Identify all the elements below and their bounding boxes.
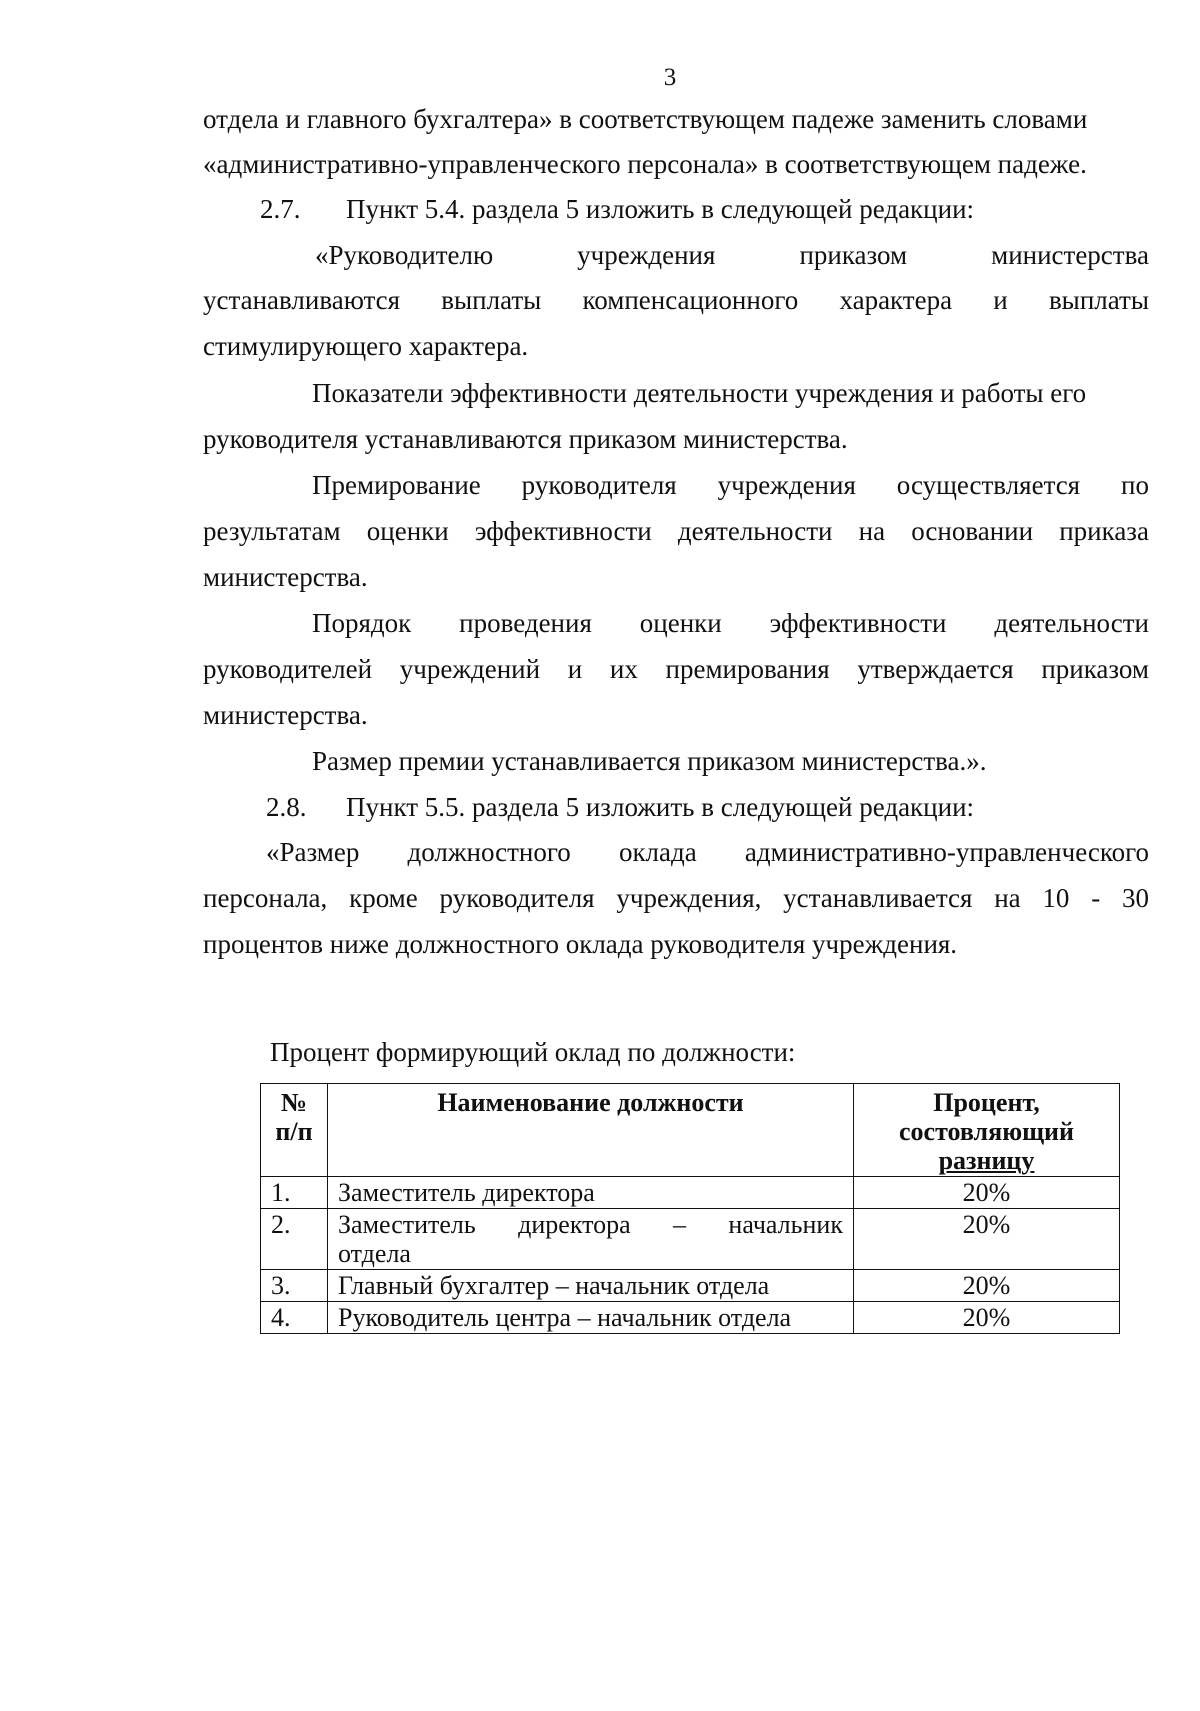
item-number: 2.7.	[260, 194, 301, 224]
quote-line	[203, 883, 1149, 913]
row-position: Заместитель директора	[328, 1177, 854, 1209]
word: учреждения	[577, 240, 716, 270]
word: «Размер	[266, 837, 360, 867]
word: –	[673, 1210, 687, 1239]
word: должностного	[407, 837, 571, 867]
word: руководителей	[203, 654, 373, 684]
word: на	[858, 516, 886, 546]
word: 10	[1042, 883, 1070, 913]
word: устанавливаются	[203, 285, 401, 315]
word: кроме	[349, 883, 418, 913]
table-row	[261, 1270, 1120, 1302]
word: утверждается	[857, 654, 1014, 684]
word: Заместитель	[338, 1210, 476, 1239]
word: компенсационного	[582, 285, 799, 315]
header-number	[261, 1084, 328, 1177]
table-caption: Процент формирующий оклад по должности:	[270, 1037, 796, 1067]
word: приказа	[1059, 516, 1149, 546]
table-header-row	[261, 1084, 1120, 1177]
word: Премирование	[312, 470, 481, 500]
word: осуществляется	[896, 470, 1081, 500]
item-2-8	[266, 792, 974, 822]
word: приказом	[799, 240, 908, 270]
row-number: 1.	[261, 1177, 328, 1209]
word: оценки	[639, 608, 722, 638]
word: эффективности	[474, 516, 652, 546]
item-text: Пункт 5.5. раздела 5 изложить в следующей редакции:	[346, 792, 975, 822]
header-percent-line: разницу	[938, 1146, 1035, 1175]
word: выплаты	[1048, 285, 1149, 315]
word: 30	[1121, 883, 1149, 913]
page-number: 3	[663, 64, 677, 91]
paragraph-line: «административно-управленческого персонала» в соответствующем падеже.	[203, 149, 1087, 179]
word: начальник	[728, 1210, 843, 1239]
item-number: 2.8.	[266, 792, 307, 822]
row-number: 3.	[261, 1270, 328, 1302]
word: Порядок	[312, 608, 412, 638]
item-text: Пункт 5.4. раздела 5 изложить в следующей редакции:	[346, 194, 975, 224]
word: основании	[911, 516, 1034, 546]
word: персонала,	[203, 883, 328, 913]
table-row	[261, 1177, 1120, 1209]
word: устанавливается	[783, 883, 973, 913]
quote-line	[203, 516, 1149, 546]
word: учреждений	[399, 654, 541, 684]
quote-line	[312, 470, 1149, 500]
quote-line	[203, 654, 1149, 684]
word: руководителя	[521, 470, 677, 500]
quote-line: руководителя устанавливаются приказом министерства.	[203, 424, 848, 454]
positions-table	[260, 1083, 1120, 1334]
word: выплаты	[441, 285, 542, 315]
quote-line	[266, 837, 1149, 867]
word: проведения	[459, 608, 592, 638]
row-percent: 20%	[854, 1209, 1120, 1270]
word: приказом	[1041, 654, 1149, 684]
header-number-symbol: №	[280, 1088, 308, 1117]
quote-line: процентов ниже должностного оклада руководителя учреждения.	[203, 929, 958, 959]
word: премирования	[665, 654, 830, 684]
header-percent	[854, 1084, 1120, 1177]
header-percent-line: состовляющий	[899, 1117, 1074, 1146]
word: деятельности	[677, 516, 833, 546]
word: и	[993, 285, 1008, 315]
row-number: 4.	[261, 1302, 328, 1334]
word: министерства	[991, 240, 1149, 270]
header-position-name: Наименование должности	[328, 1084, 854, 1177]
word: -	[1091, 883, 1101, 913]
word: оклада	[618, 837, 697, 867]
word: «Руководителю	[315, 240, 494, 270]
row-percent: 20%	[854, 1177, 1120, 1209]
row-position: Руководитель центра – начальник отдела	[328, 1302, 854, 1334]
word: учреждения,	[616, 883, 762, 913]
row-position-line: отдела	[338, 1239, 411, 1268]
word: и	[567, 654, 583, 684]
header-percent-line: Процент,	[933, 1088, 1040, 1117]
table-row	[261, 1209, 1120, 1270]
word: учреждения	[717, 470, 856, 500]
quote-line: Размер премии устанавливается приказом министерства.».	[312, 746, 987, 776]
word: оценки	[366, 516, 449, 546]
quote-line	[312, 608, 1149, 638]
item-2-7	[260, 194, 974, 224]
quote-line	[315, 240, 1149, 270]
word: административно-управленческого	[744, 837, 1149, 867]
quote-line: министерства.	[203, 700, 368, 730]
row-position-line	[338, 1210, 843, 1239]
word: по	[1121, 470, 1149, 500]
quote-line: стимулирующего характера.	[203, 331, 529, 361]
word: деятельности	[994, 608, 1149, 638]
word: результатам	[203, 516, 341, 546]
quote-line: министерства.	[203, 562, 368, 592]
quote-line	[203, 285, 1149, 315]
word: их	[609, 654, 638, 684]
word: эффективности	[769, 608, 947, 638]
header-number-abbr: п/п	[275, 1117, 313, 1146]
paragraph-line: отдела и главного бухгалтера» в соответствующем падеже заменить словами	[203, 104, 1088, 134]
word: характера	[839, 285, 953, 315]
table-row	[261, 1302, 1120, 1334]
word: на	[994, 883, 1021, 913]
word: директора	[518, 1210, 631, 1239]
row-number: 2.	[261, 1209, 328, 1270]
word: руководителя	[439, 883, 595, 913]
row-percent: 20%	[854, 1302, 1120, 1334]
quote-line: Показатели эффективности деятельности учреждения и работы его	[312, 378, 1087, 408]
row-position: Главный бухгалтер – начальник отдела	[328, 1270, 854, 1302]
row-position	[328, 1209, 854, 1270]
row-percent: 20%	[854, 1270, 1120, 1302]
